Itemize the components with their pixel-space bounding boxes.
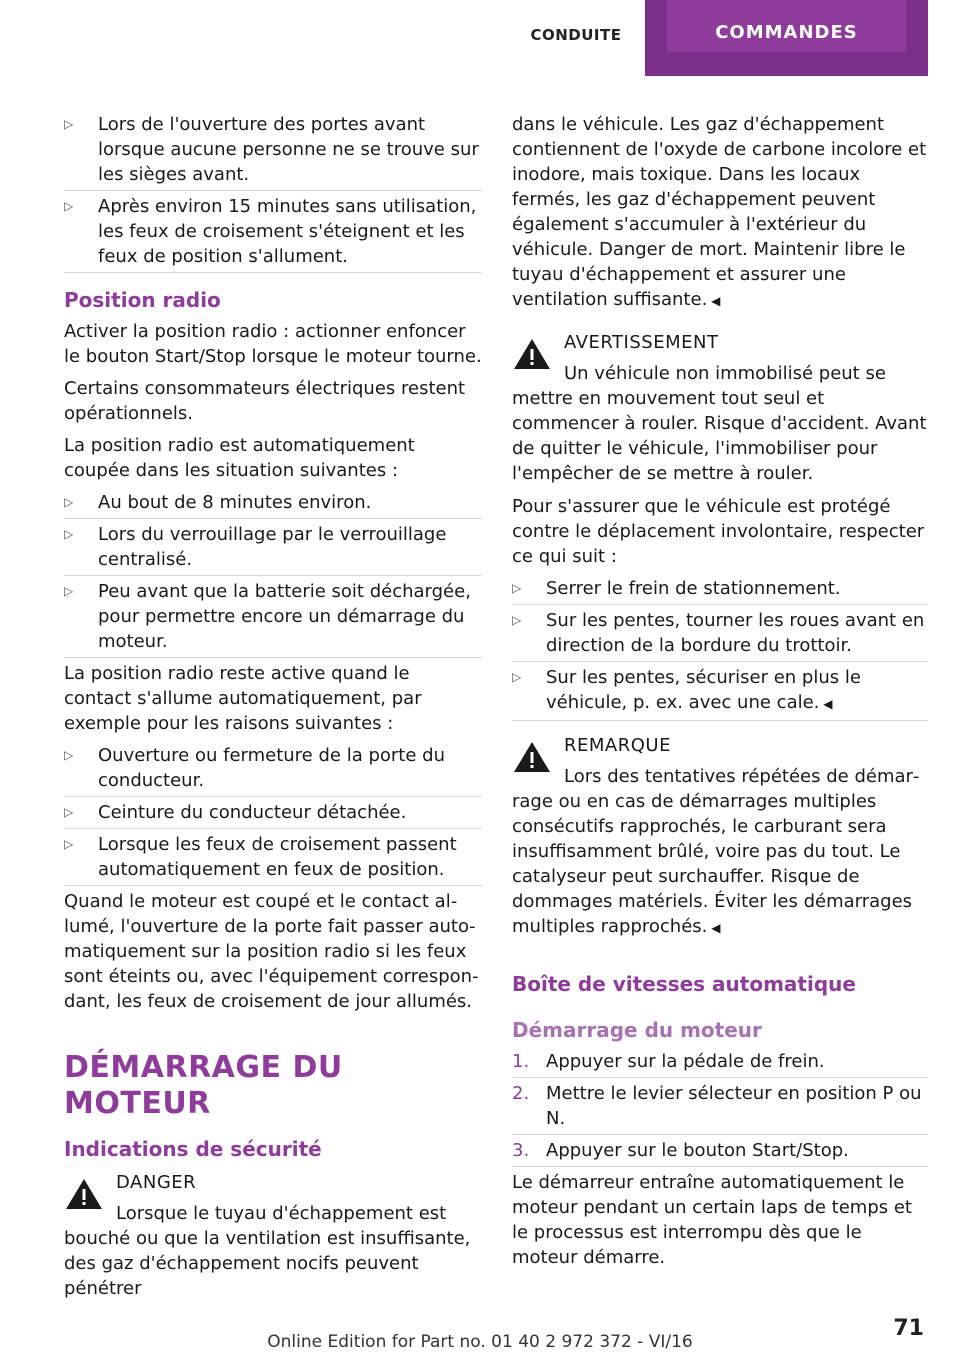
triangle-bullet-icon: ▷ xyxy=(64,495,74,509)
warning-text: Un véhicule non immobilisé peut se mettre en mouvement tout seul et commencer à rouler. Risque d'accident. Avant de quitter le véhicule, l'immobiliser pour l'empêcher de se mettre à rouler. xyxy=(512,363,927,484)
header-chapter-label: CONDUITE xyxy=(530,26,622,44)
triangle-bullet-icon: ▷ xyxy=(64,527,74,541)
list-item: ▷ Sur les pentes, tourner les roues avant en direction de la bordure du trottoir. xyxy=(512,608,928,658)
triangle-bullet-icon: ▷ xyxy=(64,837,74,851)
list-item: ▷ Après environ 15 minutes sans utilisation, les feux de croisement s'éteignent et les feux de position s'allument. xyxy=(64,194,482,269)
footer-edition: Online Edition for Part no. 01 40 2 972 372 - VI/16 xyxy=(267,1332,693,1352)
page-number: 71 xyxy=(893,1316,924,1341)
list-item: ▷ Au bout de 8 minutes environ. xyxy=(64,490,482,515)
list-item: ▷ Peu avant que la batterie soit déchargée, pour permettre encore un démarrage du moteur. xyxy=(64,579,482,654)
triangle-bullet-icon: ▷ xyxy=(512,581,522,595)
list-item: ▷ Lors du verrouillage par le verrouillage centralisé. xyxy=(64,522,482,572)
header-section-label: COMMANDES xyxy=(715,22,858,43)
end-mark-icon: ◀ xyxy=(707,921,721,935)
paragraph: Pour s'assurer que le véhicule est protégé contre le déplacement involontaire, respecter ce qui suit : xyxy=(512,496,925,567)
triangle-bullet-icon: ▷ xyxy=(64,117,74,131)
paragraph: Quand le moteur est coupé et le contact allumé, l'ouverture de la porte fait passer automatiquement sur la position radio si les feux sont éteints ou, avec l'équipement correspondant, les feux de croisement de jour allumés. xyxy=(64,891,479,1012)
note-title: REMARQUE xyxy=(564,735,671,756)
triangle-bullet-icon: ▷ xyxy=(512,613,522,627)
section-heading: DÉMARRAGE DU MOTEUR xyxy=(64,1050,343,1121)
paragraph: Certains consommateurs électriques restent opérationnels. xyxy=(64,378,466,424)
list-item: 2. Mettre le levier sélecteur en position P ou N. xyxy=(512,1081,928,1131)
paragraph: dans le véhicule. Les gaz d'échappement contiennent de l'oxyde de carbone incolore et inodore, mais toxique. Dans les locaux fermés, les gaz d'échappement peuvent également s'accumuler à l'extérieur du véhicule. Danger de mort. Maintenir libre le tuyau d'échappement et assurer une ventilation suffisante. ◀ xyxy=(512,114,927,310)
paragraph: Le démarreur entraîne automatiquement le moteur pendant un certain laps de temps et le processus est interrompu dès que le moteur démarre. xyxy=(512,1172,912,1268)
danger-box xyxy=(64,1170,482,1301)
list-item: ▷ Ouverture ou fermeture de la porte du conducteur. xyxy=(64,743,482,793)
header-section-tab xyxy=(645,0,928,76)
end-mark-icon: ◀ xyxy=(819,697,833,711)
danger-title: DANGER xyxy=(116,1172,197,1193)
safety-heading: Indications de sécurité xyxy=(64,1137,322,1161)
paragraph: La position radio reste active quand le contact s'allume automatiquement, par exemple pour les raisons suivantes : xyxy=(64,663,422,734)
note-box xyxy=(512,733,928,941)
list-item: 1. Appuyer sur la pédale de frein. xyxy=(512,1049,928,1074)
warning-box xyxy=(512,330,928,486)
header-section-inner xyxy=(667,0,906,52)
list-item: ▷ Lorsque les feux de croisement passent automatiquement en feux de position. xyxy=(64,832,482,882)
list-item: ▷ Sur les pentes, sécuriser en plus le véhicule, p. ex. avec une cale. ◀ xyxy=(512,665,928,717)
header-chapter-tab xyxy=(508,0,644,64)
list-item: ▷ Ceinture du conducteur détachée. xyxy=(64,800,482,825)
danger-text: Lorsque le tuyau d'échappement est bouché ou que la ventilation est insuffisante, des gaz d'échappement nocifs peuvent pénétrer xyxy=(64,1203,471,1299)
radio-heading: Position radio xyxy=(64,288,221,312)
triangle-bullet-icon: ▷ xyxy=(64,199,74,213)
warning-title: AVERTISSEMENT xyxy=(564,332,719,353)
end-mark-icon: ◀ xyxy=(707,294,721,308)
warning-triangle-icon xyxy=(64,1176,104,1212)
list-item: ▷ Serrer le frein de stationnement. xyxy=(512,576,928,601)
paragraph: Activer la position radio : actionner enfoncer le bouton Start/Stop lorsque le moteur tourne. xyxy=(64,321,482,367)
engine-start-heading: Démarrage du moteur xyxy=(512,1018,762,1042)
triangle-bullet-icon: ▷ xyxy=(64,748,74,762)
warning-triangle-icon xyxy=(512,336,552,372)
note-text: Lors des tentatives répétées de démarrage ou en cas de démarrages multiples consécutifs rapprochés, le carburant sera insuffisamment brûlé, voire pas du tout. Le catalyseur peut surchauffer. Risque de dommages matériels. Éviter les démarrages multiples rapprochés. ◀ xyxy=(512,766,920,937)
left-column xyxy=(64,112,482,1309)
list-item: 3. Appuyer sur le bouton Start/Stop. xyxy=(512,1138,928,1163)
triangle-bullet-icon: ▷ xyxy=(64,805,74,819)
triangle-bullet-icon: ▷ xyxy=(64,584,74,598)
list-item: ▷ Lors de l'ouverture des portes avant lorsque aucune personne ne se trouve sur les sièges avant. xyxy=(64,112,482,187)
triangle-bullet-icon: ▷ xyxy=(512,670,522,684)
paragraph: La position radio est automatiquement coupée dans les situation suivantes : xyxy=(64,435,415,481)
warning-triangle-icon xyxy=(512,739,552,775)
auto-gearbox-heading: Boîte de vitesses automatique xyxy=(512,972,856,996)
right-column xyxy=(512,112,928,1277)
